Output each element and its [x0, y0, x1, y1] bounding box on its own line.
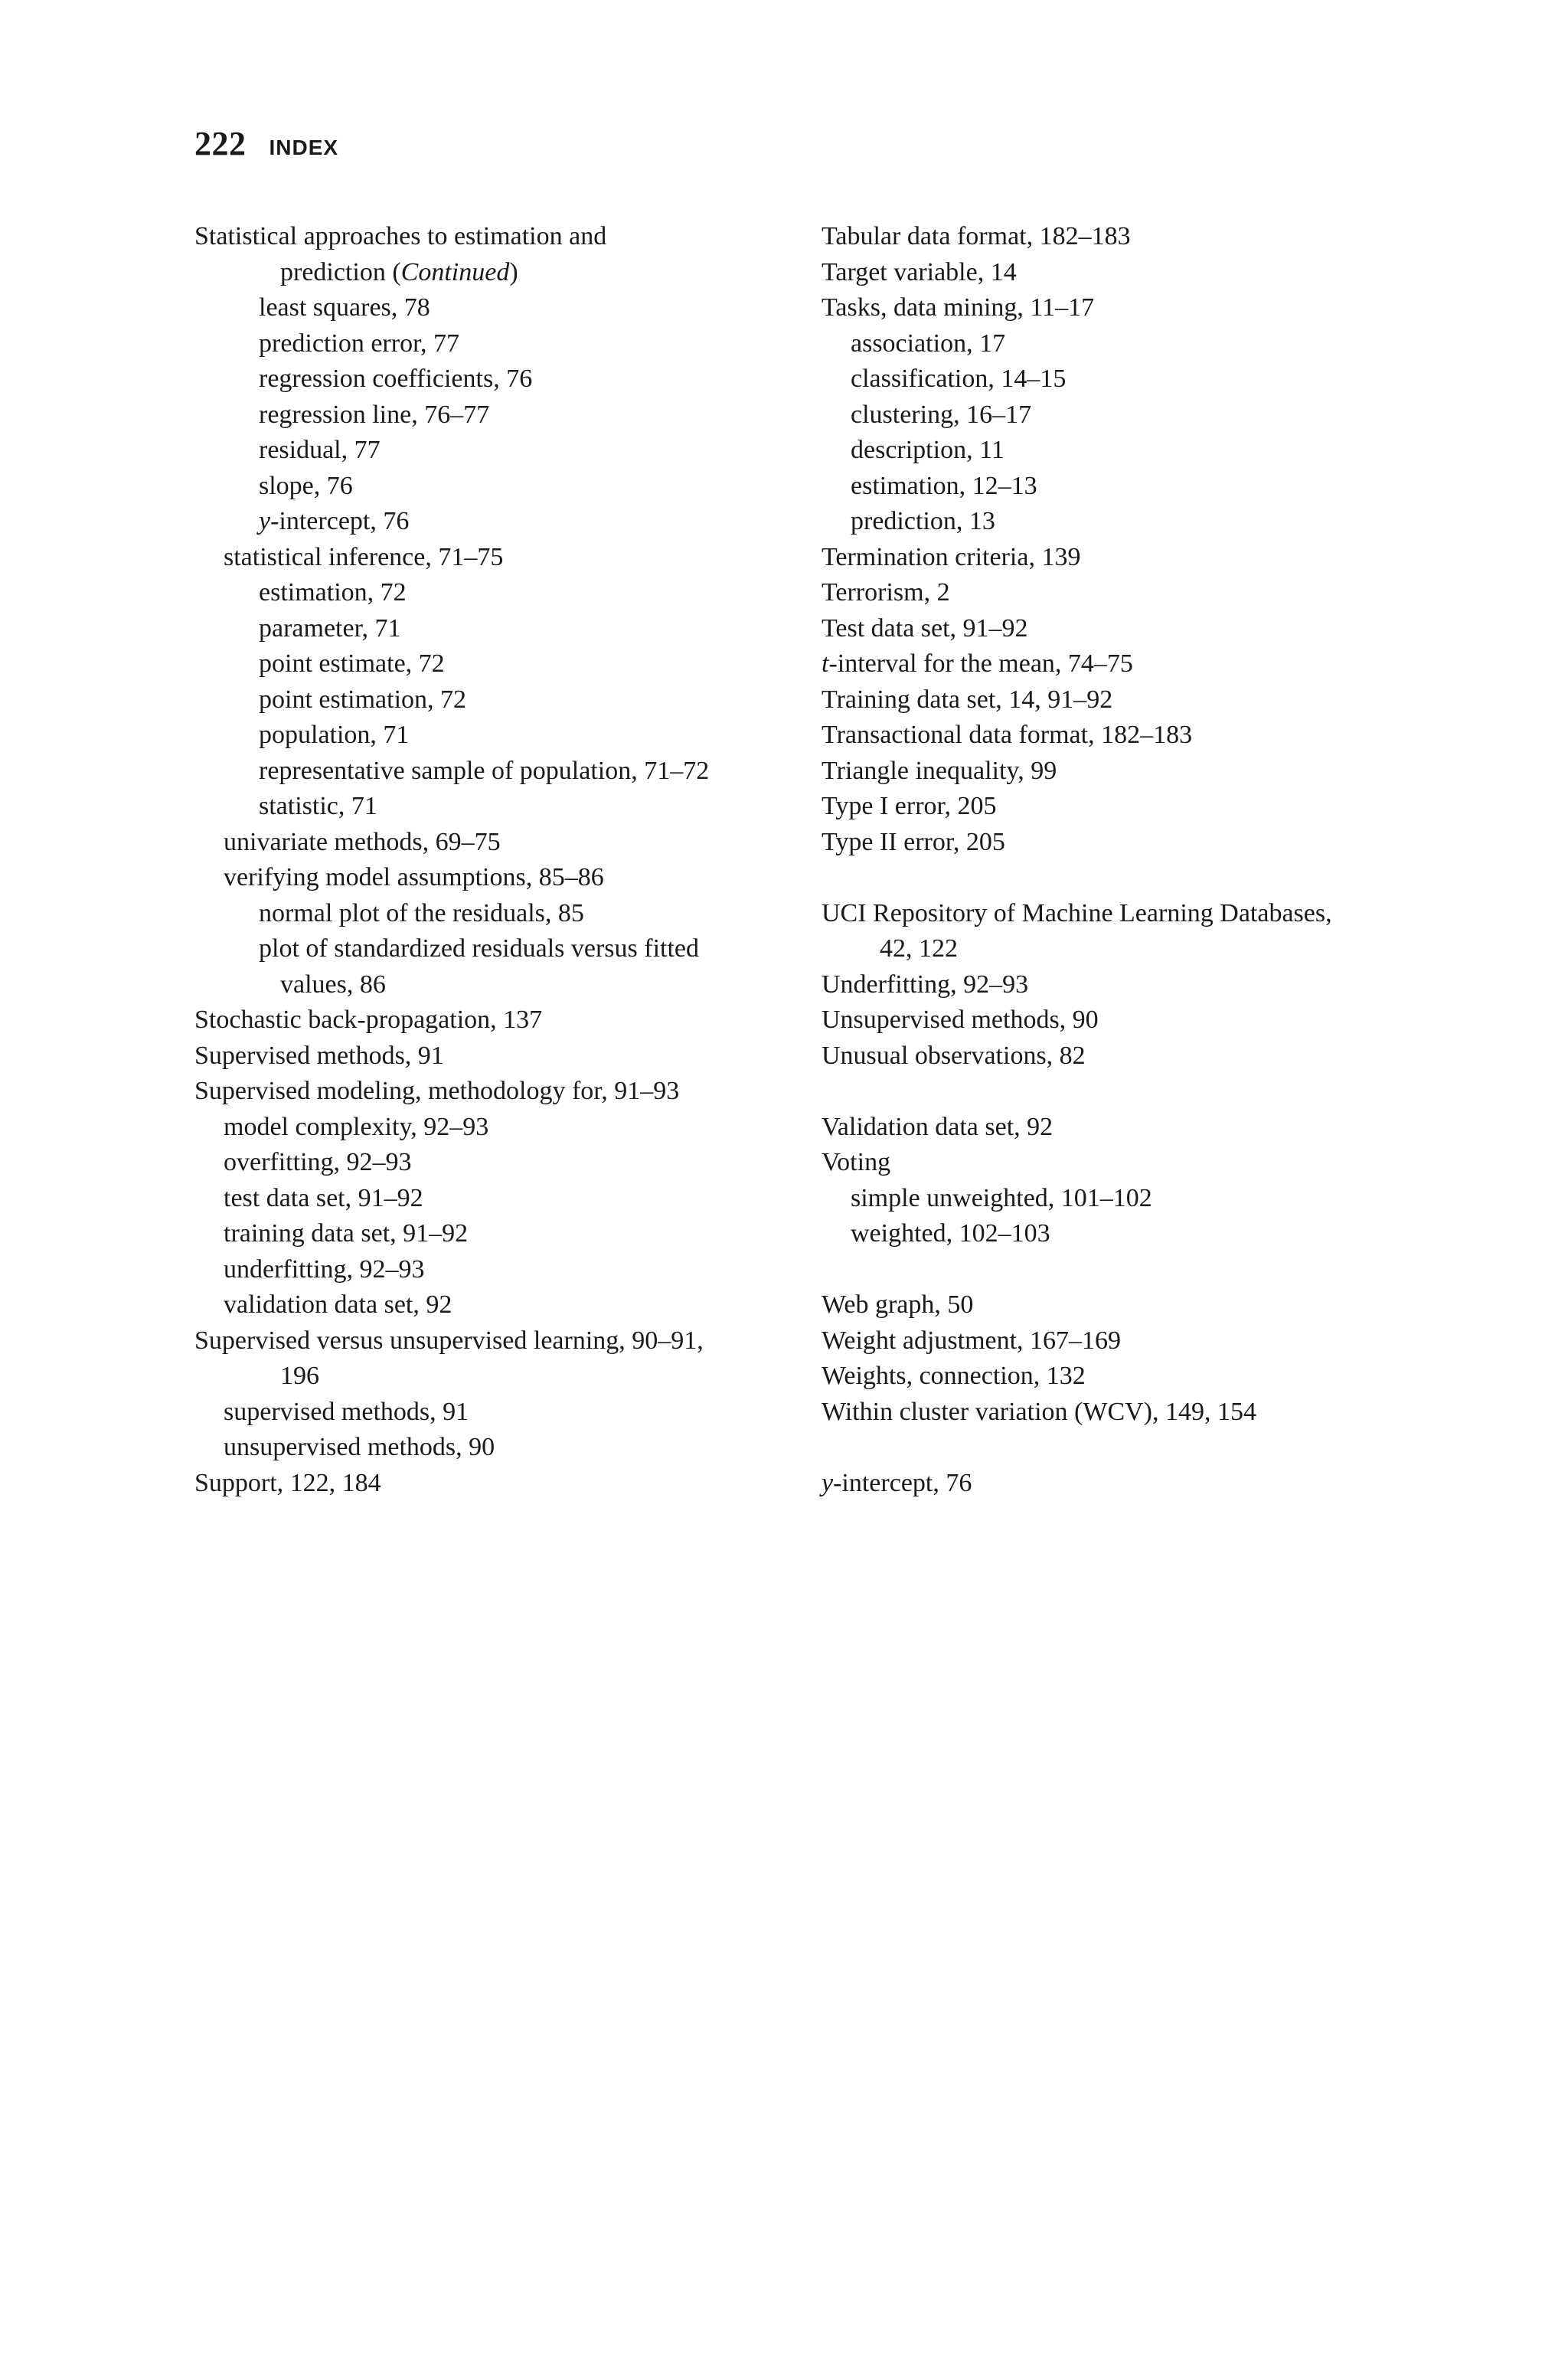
index-entry: Supervised methods, 91	[194, 1041, 444, 1070]
index-entry: Supervised modeling, methodology for, 91–93	[194, 1077, 680, 1105]
index-entry: Validation data set, 92	[822, 1112, 1054, 1141]
index-subentry: population, 71	[259, 721, 410, 749]
index-subentry: verifying model assumptions, 85–86	[224, 863, 604, 891]
index-column-right	[822, 219, 1426, 1501]
index-subentry: clustering, 16–17	[851, 400, 1032, 429]
index-subentry: validation data set, 92	[224, 1290, 452, 1319]
index-entry: Voting	[822, 1148, 891, 1176]
index-entry: y-intercept, 76	[822, 1468, 972, 1497]
index-subentry: parameter, 71	[259, 613, 401, 643]
letter-group-gap	[822, 1430, 1426, 1466]
index-entry: Statistical approaches to estimation and	[194, 222, 607, 250]
index-subentry: unsupervised methods, 90	[224, 1433, 495, 1461]
page-number: 222	[194, 125, 247, 162]
index-entry: Type I error, 205	[822, 792, 997, 820]
index-entry-continuation: 42, 122	[880, 934, 958, 963]
index-subentry: residual, 77	[259, 436, 381, 464]
letter-group-gap	[822, 1074, 1426, 1110]
index-entry: Tasks, data mining, 11–17	[822, 293, 1095, 322]
index-subentry: least squares, 78	[259, 293, 430, 322]
index-entry: Stochastic back-propagation, 137	[194, 1006, 543, 1034]
index-entry: Target variable, 14	[822, 257, 1017, 286]
index-entry: Unsupervised methods, 90	[822, 1006, 1099, 1034]
index-entry: Underfitting, 92–93	[822, 970, 1029, 999]
index-subentry: y-intercept, 76	[259, 507, 410, 535]
index-subentry: statistic, 71	[259, 792, 377, 820]
index-entry: Unusual observations, 82	[822, 1041, 1086, 1070]
index-entry: UCI Repository of Machine Learning Databases,	[822, 898, 1332, 927]
index-subentry: representative sample of population, 71–72	[259, 756, 710, 785]
index-subentry: prediction error, 77	[259, 329, 460, 358]
index-entry: Web graph, 50	[822, 1290, 974, 1319]
index-subentry: model complexity, 92–93	[224, 1112, 489, 1141]
index-subentry: simple unweighted, 101–102	[851, 1183, 1152, 1212]
index-subentry: description, 11	[851, 436, 1004, 464]
index-subentry: estimation, 72	[259, 578, 407, 607]
running-head: INDEX	[269, 136, 339, 159]
index-subentry: point estimate, 72	[259, 649, 445, 678]
index-entry: Training data set, 14, 91–92	[822, 685, 1113, 714]
index-entry-continuation: values, 86	[280, 970, 386, 999]
index-entry: Within cluster variation (WCV), 149, 154	[822, 1397, 1257, 1426]
index-column-left	[194, 219, 776, 1501]
index-subentry: classification, 14–15	[851, 365, 1067, 393]
index-entry: Termination criteria, 139	[822, 542, 1081, 571]
index-entry: t-interval for the mean, 74–75	[822, 649, 1133, 678]
index-subentry: plot of standardized residuals versus fitted	[259, 934, 700, 963]
index-subentry: association, 17	[851, 329, 1006, 358]
index-subentry: univariate methods, 69–75	[224, 827, 501, 856]
index-subentry: statistical inference, 71–75	[224, 542, 504, 571]
index-subentry: slope, 76	[259, 471, 353, 500]
index-entry: Support, 122, 184	[194, 1468, 381, 1497]
index-entry: Triangle inequality, 99	[822, 756, 1057, 785]
index-subentry: weighted, 102–103	[851, 1219, 1050, 1248]
page-header	[194, 124, 338, 170]
index-subentry: training data set, 91–92	[224, 1219, 469, 1248]
letter-group-gap	[822, 860, 1426, 896]
index-entry: Weights, connection, 132	[822, 1362, 1086, 1390]
index-entry: Tabular data format, 182–183	[822, 222, 1131, 250]
index-subentry: regression coefficients, 76	[259, 365, 533, 393]
index-subentry: overfitting, 92–93	[224, 1148, 412, 1176]
index-entry-continuation: prediction (Continued)	[280, 257, 518, 286]
index-entry: Test data set, 91–92	[822, 613, 1028, 643]
letter-group-gap	[822, 1252, 1426, 1288]
index-subentry: estimation, 12–13	[851, 471, 1037, 500]
index-subentry: normal plot of the residuals, 85	[259, 898, 584, 927]
index-subentry: regression line, 76–77	[259, 400, 490, 429]
index-entry-continuation: 196	[280, 1362, 319, 1390]
index-subentry: prediction, 13	[851, 507, 995, 535]
index-entry: Type II error, 205	[822, 827, 1005, 856]
index-subentry: point estimation, 72	[259, 685, 467, 714]
index-subentry: test data set, 91–92	[224, 1183, 423, 1212]
index-subentry: supervised methods, 91	[224, 1397, 469, 1426]
index-entry: Transactional data format, 182–183	[822, 721, 1193, 749]
index-entry: Supervised versus unsupervised learning, 90–91,	[194, 1326, 704, 1355]
index-entry: Terrorism, 2	[822, 578, 950, 607]
index-entry: Weight adjustment, 167–169	[822, 1326, 1122, 1355]
index-subentry: underfitting, 92–93	[224, 1254, 425, 1284]
